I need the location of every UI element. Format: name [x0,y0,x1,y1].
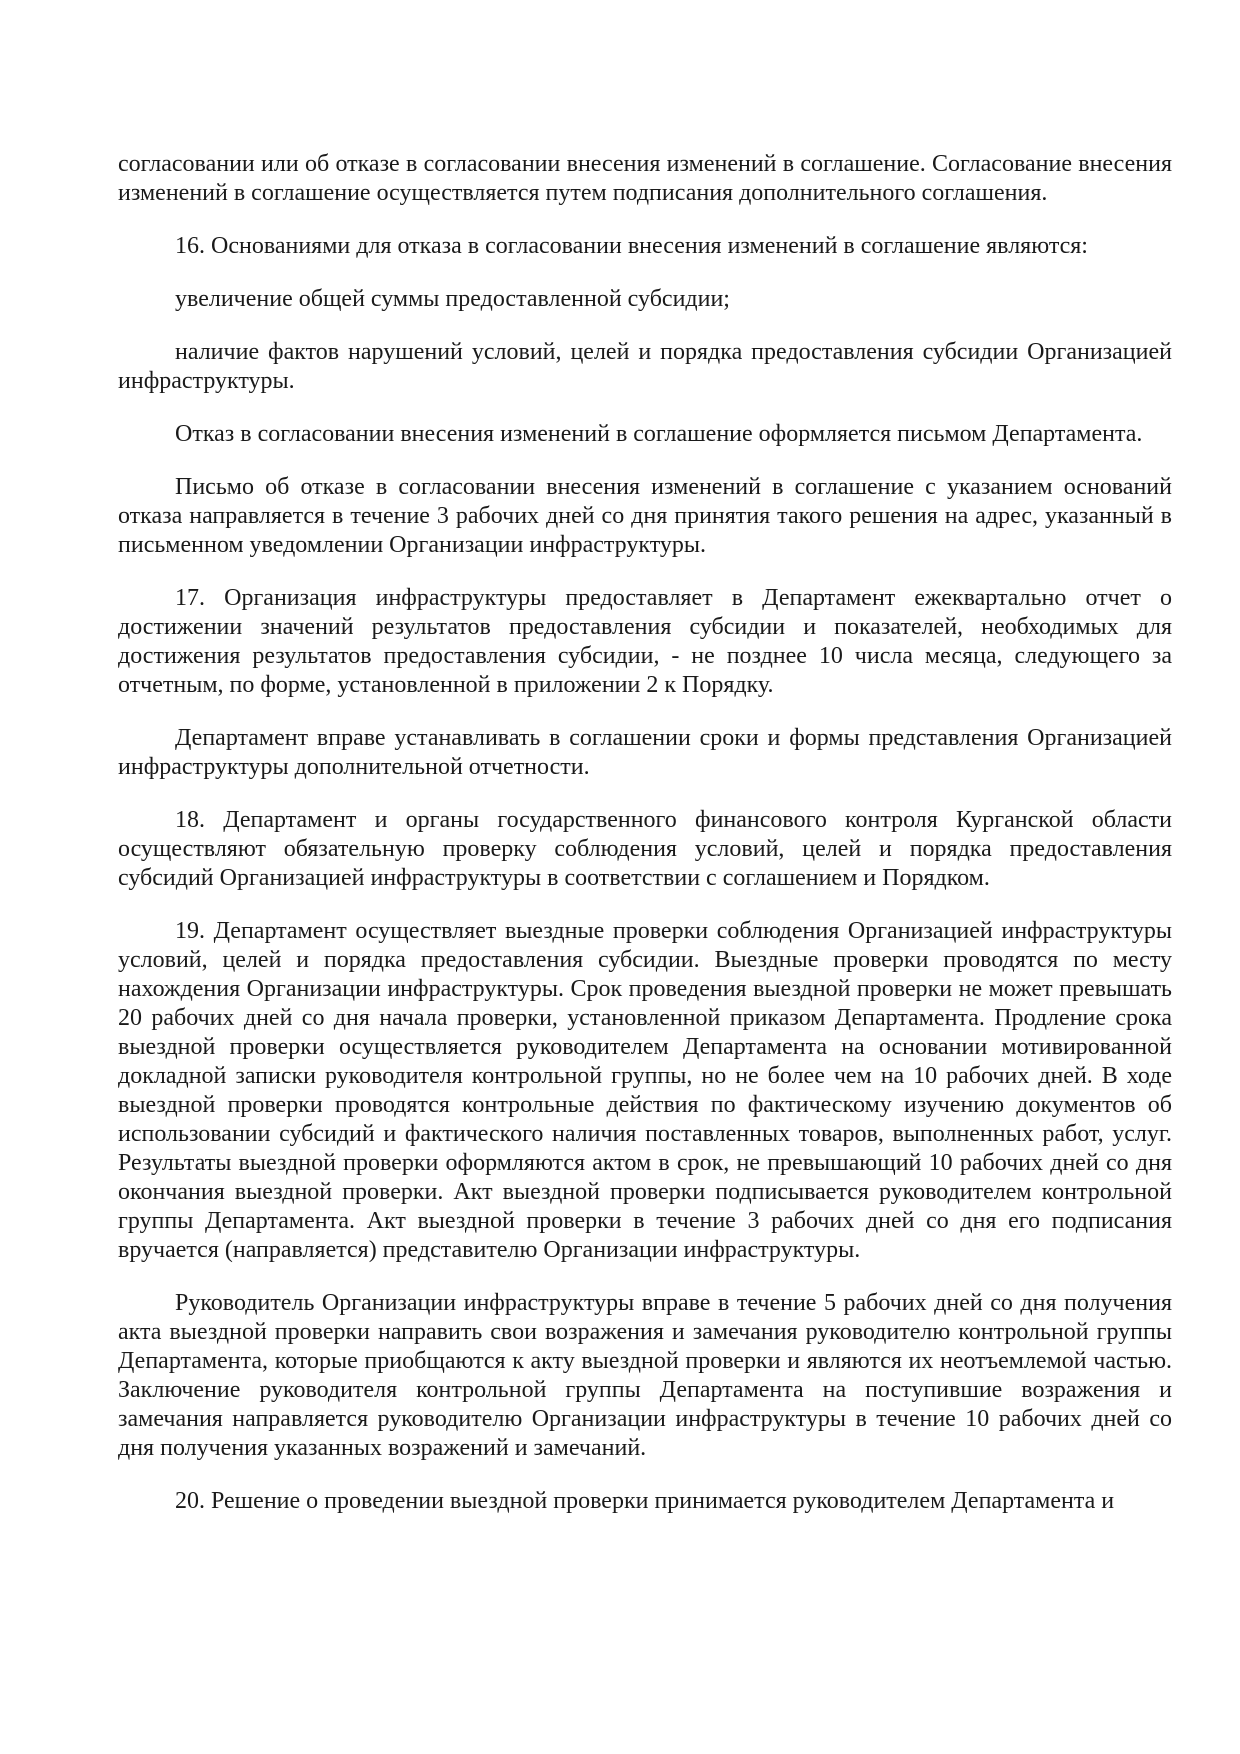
paragraph-continuation: согласовании или об отказе в согласовании внесения изменений в соглашение. Согласование внесения изменений в соглашение осуществляется путем подписания дополнительного соглашения. [118,151,1172,206]
paragraph-17-additional: Департамент вправе устанавливать в соглашении сроки и формы представления Организацией инфраструктуры дополнительной отчетности. [118,725,1172,780]
paragraph-19-objections: Руководитель Организации инфраструктуры вправе в течение 5 рабочих дней со дня получения акта выездной проверки направить свои возражения и замечания руководителю контрольной группы Департамента, которые приобщаются к акту выездной проверки и являются их неотъемлемой частью. Заключение руководителя контрольной группы Департамента на поступившие возражения и замечания направляется руководителю Организации инфраструктуры в течение 10 рабочих дней со дня получения указанных возражений и замечаний. [118,1290,1172,1461]
paragraph-18: 18. Департамент и органы государственного финансового контроля Курганской области осуществляют обязательную проверку соблюдения условий, целей и порядка предоставления субсидий Организацией инфраструктуры в соответствии с соглашением и Порядком. [118,807,1172,891]
paragraph-16-ground-1: увеличение общей суммы предоставленной субсидии; [175,286,730,312]
paragraph-20: 20. Решение о проведении выездной проверки принимается руководителем Департамента и [175,1488,1115,1514]
paragraph-refusal-letter: Отказ в согласовании внесения изменений в соглашение оформляется письмом Департамента. [175,421,1143,447]
paragraph-19: 19. Департамент осуществляет выездные проверки соблюдения Организацией инфраструктуры условий, целей и порядка предоставления субсидии. Выездные проверки проводятся по месту нахождения Организации инфраструктуры. Срок проведения выездной проверки не может превышать 20 рабочих дней со дня начала проверки, установленной приказом Департамента. Продление срока выездной проверки осуществляется руководителем Департамента на основании мотивированной докладной записки руководителя контрольной группы, но не более чем на 10 рабочих дней. В ходе выездной проверки проводятся контрольные действия по фактическому изучению документов об использовании субсидий и фактического наличия поставленных товаров, выполненных работ, услуг. Результаты выездной проверки оформляются актом в срок, не превышающий 10 рабочих дней со дня окончания выездной проверки. Акт выездной проверки подписывается руководителем контрольной группы Департамента. Акт выездной проверки в течение 3 рабочих дней со дня его подписания вручается (направляется) представителю Организации инфраструктуры. [118,918,1172,1263]
paragraph-16-heading: 16. Основаниями для отказа в согласовании внесения изменений в соглашение являются: [175,233,1088,259]
paragraph-refusal-sending: Письмо об отказе в согласовании внесения изменений в соглашение с указанием оснований отказа направляется в течение 3 рабочих дней со дня принятия такого решения на адрес, указанный в письменном уведомлении Организации инфраструктуры. [118,474,1172,558]
paragraph-16-ground-2: наличие фактов нарушений условий, целей и порядка предоставления субсидии Организацией инфраструктуры. [118,339,1172,394]
paragraph-17: 17. Организация инфраструктуры предоставляет в Департамент ежеквартально отчет о достижении значений результатов предоставления субсидии и показателей, необходимых для достижения результатов предоставления субсидии, - не позднее 10 числа месяца, следующего за отчетным, по форме, установленной в приложении 2 к Порядку. [118,585,1172,698]
document-page [118,150,1172,1540]
